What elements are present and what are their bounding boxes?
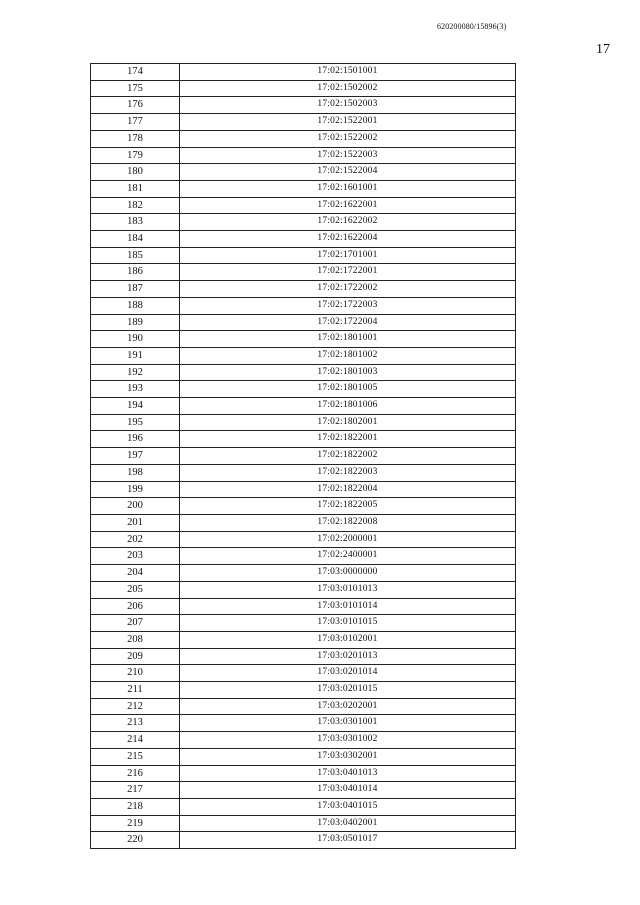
row-number: 176 [91,97,180,114]
row-number: 206 [91,598,180,615]
table-row [91,481,516,498]
cadastral-code: 17:02:1801005 [180,381,516,398]
table-row [91,381,516,398]
row-number: 201 [91,514,180,531]
cadastral-code: 17:02:1722004 [180,314,516,331]
row-number: 193 [91,381,180,398]
cadastral-code: 17:02:1501001 [180,64,516,81]
cadastral-code: 17:02:2000001 [180,531,516,548]
row-number: 207 [91,615,180,632]
row-number: 196 [91,431,180,448]
cadastral-code: 17:03:0402001 [180,815,516,832]
row-number: 188 [91,297,180,314]
table-row [91,114,516,131]
row-number: 186 [91,264,180,281]
cadastral-code: 17:02:1522004 [180,164,516,181]
row-number: 182 [91,197,180,214]
cadastral-code: 17:02:1502002 [180,80,516,97]
cadastral-code: 17:02:1522003 [180,147,516,164]
table-row [91,715,516,732]
row-number: 220 [91,832,180,849]
table-row [91,815,516,832]
table-row [91,665,516,682]
cadastral-code: 17:03:0201013 [180,648,516,665]
row-number: 179 [91,147,180,164]
cadastral-code: 17:02:1522001 [180,114,516,131]
row-number: 219 [91,815,180,832]
row-number: 210 [91,665,180,682]
row-number: 203 [91,548,180,565]
table-row [91,782,516,799]
table-row [91,347,516,364]
table-row [91,264,516,281]
table-row [91,682,516,699]
row-number: 180 [91,164,180,181]
table-row [91,765,516,782]
row-number: 200 [91,498,180,515]
row-number: 184 [91,231,180,248]
row-number: 187 [91,281,180,298]
row-number: 205 [91,581,180,598]
cadastral-code: 17:02:1722003 [180,297,516,314]
table-row [91,832,516,849]
cadastral-code: 17:02:1822003 [180,464,516,481]
page-number: 17 [596,42,610,57]
cadastral-code: 17:02:1502003 [180,97,516,114]
table-row [91,97,516,114]
cadastral-code: 17:03:0202001 [180,698,516,715]
row-number: 183 [91,214,180,231]
table-row [91,548,516,565]
cadastral-code: 17:02:1801006 [180,398,516,415]
table-row [91,247,516,264]
row-number: 213 [91,715,180,732]
table-row [91,314,516,331]
row-number: 215 [91,748,180,765]
cadastral-code: 17:02:1622001 [180,197,516,214]
cadastral-code: 17:03:0401015 [180,798,516,815]
cadastral-code: 17:03:0501017 [180,832,516,849]
table-row [91,698,516,715]
table-row [91,64,516,81]
table-row [91,197,516,214]
row-number: 195 [91,414,180,431]
row-number: 212 [91,698,180,715]
cadastral-code: 17:02:1822004 [180,481,516,498]
cadastral-code: 17:02:1622004 [180,231,516,248]
cadastral-code: 17:03:0301001 [180,715,516,732]
table-row [91,648,516,665]
cadastral-code: 17:02:1622002 [180,214,516,231]
row-number: 216 [91,765,180,782]
table-row [91,748,516,765]
row-number: 185 [91,247,180,264]
table-row [91,414,516,431]
document-id: 620200080/15896(3) [437,22,507,31]
cadastral-code: 17:02:1801001 [180,331,516,348]
cadastral-code: 17:03:0302001 [180,748,516,765]
row-number: 214 [91,732,180,749]
row-number: 175 [91,80,180,97]
cadastral-code: 17:02:1801003 [180,364,516,381]
table-row [91,464,516,481]
cadastral-code: 17:03:0101015 [180,615,516,632]
cadastral-table [90,63,516,849]
table-row [91,364,516,381]
row-number: 194 [91,398,180,415]
row-number: 178 [91,130,180,147]
row-number: 197 [91,448,180,465]
row-number: 174 [91,64,180,81]
cadastral-code: 17:02:1701001 [180,247,516,264]
cadastral-code: 17:02:1822008 [180,514,516,531]
cadastral-code: 17:03:0101014 [180,598,516,615]
table-row [91,164,516,181]
table-row [91,448,516,465]
table-row [91,281,516,298]
row-number: 211 [91,682,180,699]
table-row [91,147,516,164]
cadastral-code: 17:03:0101013 [180,581,516,598]
table-row [91,498,516,515]
row-number: 191 [91,347,180,364]
cadastral-code: 17:03:0201015 [180,682,516,699]
cadastral-code: 17:02:1801002 [180,347,516,364]
table-row [91,214,516,231]
table-row [91,398,516,415]
table-row [91,581,516,598]
row-number: 181 [91,180,180,197]
cadastral-code: 17:03:0401014 [180,782,516,799]
cadastral-code: 17:02:1802001 [180,414,516,431]
cadastral-code: 17:03:0102001 [180,631,516,648]
cadastral-code: 17:03:0401013 [180,765,516,782]
cadastral-code: 17:03:0201014 [180,665,516,682]
row-number: 209 [91,648,180,665]
cadastral-code: 17:02:1822005 [180,498,516,515]
cadastral-code: 17:02:1722001 [180,264,516,281]
cadastral-code: 17:02:1822002 [180,448,516,465]
table-row [91,331,516,348]
cadastral-code: 17:02:2400001 [180,548,516,565]
row-number: 199 [91,481,180,498]
table-row [91,514,516,531]
cadastral-code: 17:02:1522002 [180,130,516,147]
row-number: 202 [91,531,180,548]
table-row [91,297,516,314]
row-number: 198 [91,464,180,481]
table-row [91,231,516,248]
cadastral-code: 17:03:0301002 [180,732,516,749]
row-number: 190 [91,331,180,348]
table-row [91,598,516,615]
table-row [91,80,516,97]
table-row [91,431,516,448]
cadastral-code: 17:02:1822001 [180,431,516,448]
cadastral-code: 17:02:1601001 [180,180,516,197]
cadastral-code: 17:03:0000000 [180,565,516,582]
table-row [91,732,516,749]
table-row [91,798,516,815]
row-number: 217 [91,782,180,799]
table-row [91,130,516,147]
table-row [91,615,516,632]
table-body [91,64,516,849]
row-number: 218 [91,798,180,815]
row-number: 189 [91,314,180,331]
table-row [91,565,516,582]
row-number: 192 [91,364,180,381]
row-number: 204 [91,565,180,582]
table-row [91,531,516,548]
table-row [91,631,516,648]
table-row [91,180,516,197]
row-number: 177 [91,114,180,131]
cadastral-code: 17:02:1722002 [180,281,516,298]
row-number: 208 [91,631,180,648]
